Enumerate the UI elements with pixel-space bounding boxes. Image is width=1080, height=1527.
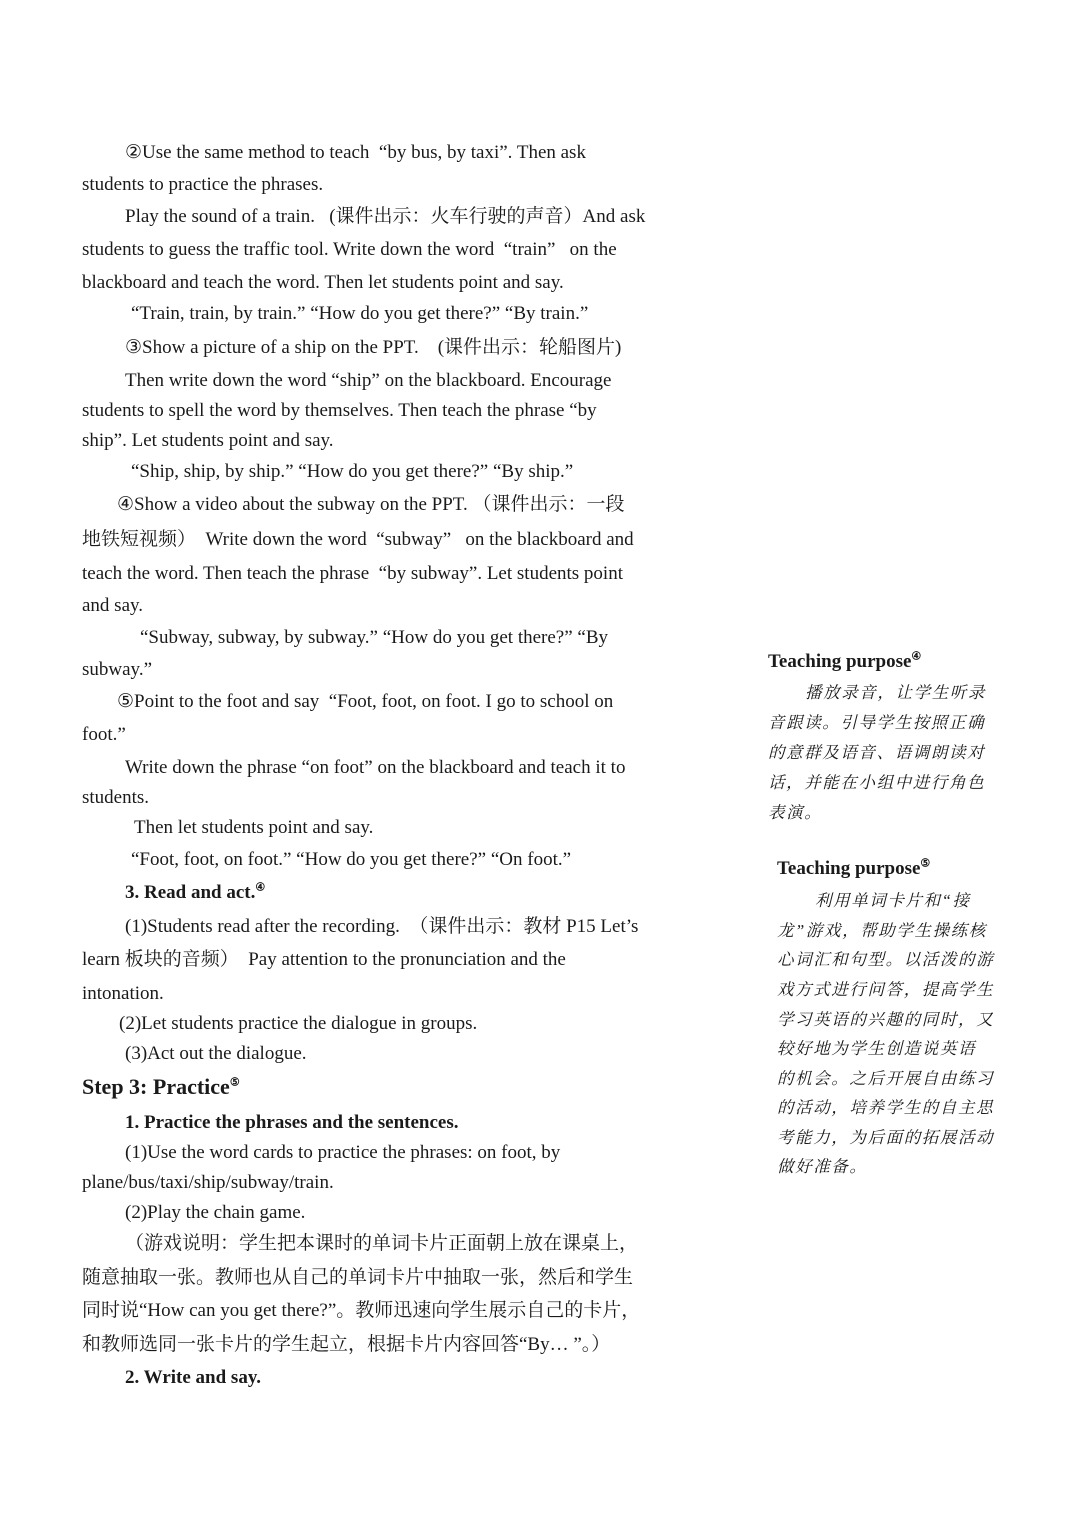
text-line: ④Show a video about the subway on the PPT. （课件出示：一段 xyxy=(117,494,625,515)
sidebar-line: 的活动，培养学生的自主思 xyxy=(777,1098,995,1117)
sidebar-line: 的意群及语音、语调朗读对 xyxy=(768,743,986,762)
text-line: and say. xyxy=(82,595,144,616)
text-line: Then let students point and say. xyxy=(134,817,374,838)
footnote-mark: ⑤ xyxy=(229,1076,240,1089)
text-line: (1)Students read after the recording. （课件出示：教材 P15 Let’s xyxy=(125,916,639,937)
footnote-mark: ④ xyxy=(911,650,922,663)
step-heading-practice: Step 3: Practice⑤ xyxy=(82,1074,240,1099)
section-heading-read-and-act: 3. Read and act.④ xyxy=(125,881,266,903)
section-heading-practice-phrases: 1. Practice the phrases and the sentences. xyxy=(125,1112,459,1133)
footnote-mark: ④ xyxy=(255,881,266,894)
text-line: ship”. Let students point and say. xyxy=(82,430,334,451)
text-line: foot.” xyxy=(82,724,126,745)
text-line: learn 板块的音频） Pay attention to the pronunciation and the xyxy=(82,949,566,970)
sidebar-line: 的机会。之后开展自由练习 xyxy=(777,1069,995,1088)
text-line: subway.” xyxy=(82,659,152,680)
footnote-mark: ⑤ xyxy=(920,857,931,870)
text-line: 地铁短视频） Write down the word “subway” on the blackboard and xyxy=(82,529,634,550)
text-line: ③Show a picture of a ship on the PPT. (课件出示：轮船图片) xyxy=(125,337,622,358)
text-line: 和教师选同一张卡片的学生起立，根据卡片内容回答“By… ”。） xyxy=(82,1334,611,1355)
text-line: Then write down the word “ship” on the blackboard. Encourage xyxy=(125,370,612,391)
sidebar-line: 较好地为学生创造说英语 xyxy=(777,1039,977,1058)
text-line: Write down the phrase “on foot” on the blackboard and teach it to xyxy=(125,757,626,778)
text-line: （游戏说明：学生把本课时的单词卡片正面朝上放在课桌上， xyxy=(125,1233,639,1254)
sidebar-line: 学习英语的兴趣的同时，又 xyxy=(777,1010,995,1029)
text-line: students. xyxy=(82,787,150,808)
text-line: intonation. xyxy=(82,983,164,1004)
sidebar-line: 心词汇和句型。以活泼的游 xyxy=(777,950,995,969)
sidebar-line: 音跟读。引导学生按照正确 xyxy=(768,713,986,732)
sidebar-line: 考能力，为后面的拓展活动 xyxy=(777,1128,995,1147)
text-line: blackboard and teach the word. Then let students point and say. xyxy=(82,272,564,293)
sidebar-line: 做好准备。 xyxy=(777,1157,868,1176)
text-line: 随意抽取一张。教师也从自己的单词卡片中抽取一张，然后和学生 xyxy=(82,1267,634,1288)
sidebar-line: 龙”游戏，帮助学生操练核 xyxy=(777,921,987,940)
sidebar-line: 利用单词卡片和“接 xyxy=(815,891,971,910)
section-heading-write-and-say: 2. Write and say. xyxy=(125,1367,262,1388)
text-line: “Foot, foot, on foot.” “How do you get there?” “On foot.” xyxy=(131,849,572,870)
teaching-purpose-4-heading: Teaching purpose④ xyxy=(768,650,922,672)
teaching-purpose-5-heading: Teaching purpose⑤ xyxy=(777,857,931,879)
text-line: (2)Let students practice the dialogue in groups. xyxy=(119,1013,478,1034)
text-line: (1)Use the word cards to practice the phrases: on foot, by xyxy=(125,1142,561,1163)
text-line: students to guess the traffic tool. Write down the word “train” on the xyxy=(82,239,617,260)
text-line: (3)Act out the dialogue. xyxy=(125,1043,307,1064)
sidebar-line: 播放录音，让学生听录 xyxy=(805,683,986,702)
text-line: “Train, train, by train.” “How do you get there?” “By train.” xyxy=(131,303,589,324)
text-line: plane/bus/taxi/ship/subway/train. xyxy=(82,1172,334,1193)
text-line: (2)Play the chain game. xyxy=(125,1202,306,1223)
text-line: “Ship, ship, by ship.” “How do you get there?” “By ship.” xyxy=(131,461,574,482)
text-line: ⑤Point to the foot and say “Foot, foot, on foot. I go to school on xyxy=(117,691,614,712)
text-line: ②Use the same method to teach “by bus, by taxi”. Then ask xyxy=(125,142,586,163)
text-line: 同时说“How can you get there?”。教师迅速向学生展示自己的卡片， xyxy=(82,1300,641,1321)
sidebar-line: 表演。 xyxy=(768,803,823,822)
text-line: students to practice the phrases. xyxy=(82,174,324,195)
text-line: Play the sound of a train. (课件出示：火车行驶的声音）And ask xyxy=(125,206,646,227)
sidebar-line: 话，并能在小组中进行角色 xyxy=(768,773,986,792)
text-line: teach the word. Then teach the phrase “by subway”. Let students point xyxy=(82,563,623,584)
text-line: students to spell the word by themselves. Then teach the phrase “by xyxy=(82,400,597,421)
text-line: “Subway, subway, by subway.” “How do you get there?” “By xyxy=(140,627,609,648)
sidebar-line: 戏方式进行问答，提高学生 xyxy=(777,980,995,999)
